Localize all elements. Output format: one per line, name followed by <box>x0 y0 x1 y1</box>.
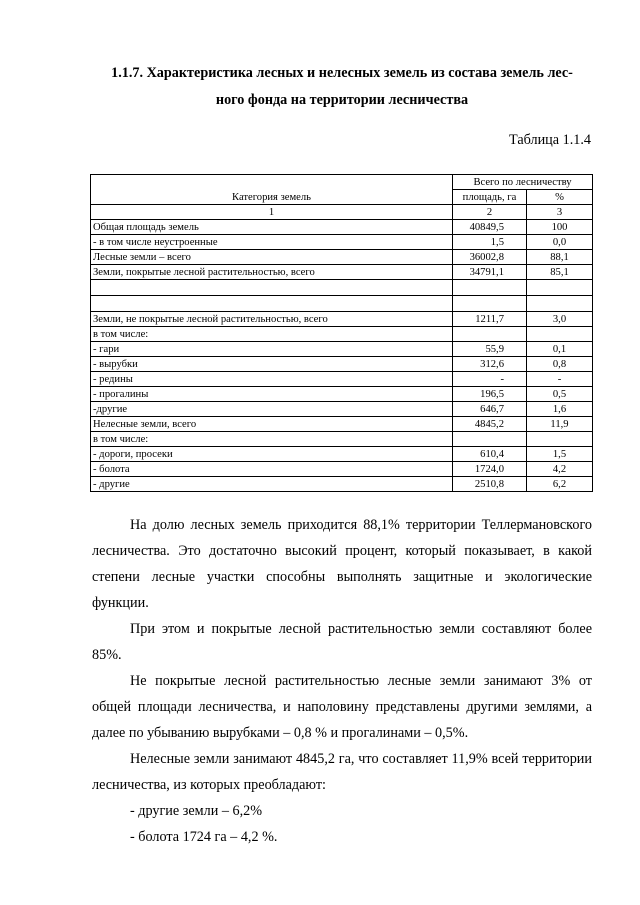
table-row <box>91 387 593 402</box>
header-category: Категория земель <box>91 175 453 205</box>
table-row <box>91 432 593 447</box>
paragraph-4: Нелесные земли занимают 4845,2 га, что составляет 11,9% всей территории лесничества, из которых преобладают: <box>92 751 592 793</box>
header-num-3: 3 <box>527 205 593 220</box>
table-row <box>91 372 593 387</box>
cell-category: Общая площадь земель <box>91 220 453 235</box>
cell-percent: 0,5 <box>527 387 593 402</box>
cell-category: - вырубки <box>91 357 453 372</box>
cell-area <box>453 327 527 342</box>
cell-category: - другие <box>91 477 453 492</box>
cell-category: - болота <box>91 462 453 477</box>
cell-percent: 88,1 <box>527 250 593 265</box>
table-row <box>91 402 593 417</box>
cell-area <box>453 432 527 447</box>
paragraph-2: При этом и покрытые лесной растительностью земли составляют более 85%. <box>92 621 592 663</box>
cell-category <box>91 296 453 312</box>
heading-line-2: ного фонда на территории лесничества <box>215 92 469 108</box>
cell-percent: 0,1 <box>527 342 593 357</box>
cell-percent: 0,8 <box>527 357 593 372</box>
cell-area: 1,5 <box>453 235 527 250</box>
cell-area: 2510,8 <box>453 477 527 492</box>
table-row <box>91 357 593 372</box>
table-row <box>91 462 593 477</box>
table-row <box>91 342 593 357</box>
table-row <box>91 417 593 432</box>
cell-percent: 1,5 <box>527 447 593 462</box>
cell-category: - дороги, просеки <box>91 447 453 462</box>
list-item-2: - болота 1724 га – 4,2 %. <box>130 829 278 845</box>
cell-percent: 6,2 <box>527 477 593 492</box>
table-row <box>91 265 593 280</box>
cell-percent: 11,9 <box>527 417 593 432</box>
cell-category <box>91 280 453 296</box>
cell-percent <box>527 280 593 296</box>
table-header-row <box>91 175 593 190</box>
cell-percent: 100 <box>527 220 593 235</box>
cell-area: 40849,5 <box>453 220 527 235</box>
table-row <box>91 327 593 342</box>
table-row <box>91 477 593 492</box>
cell-area: 312,6 <box>453 357 527 372</box>
cell-category: Лесные земли – всего <box>91 250 453 265</box>
header-percent: % <box>527 190 593 205</box>
cell-percent: 4,2 <box>527 462 593 477</box>
table-row <box>91 312 593 327</box>
cell-area: 55,9 <box>453 342 527 357</box>
header-group: Всего по лесничеству <box>453 175 593 190</box>
cell-category: - гари <box>91 342 453 357</box>
cell-area: 4845,2 <box>453 417 527 432</box>
header-num-1: 1 <box>91 205 453 220</box>
cell-category: Нелесные земли, всего <box>91 417 453 432</box>
cell-area: 196,5 <box>453 387 527 402</box>
cell-area: 646,7 <box>453 402 527 417</box>
cell-percent <box>527 432 593 447</box>
section-heading <box>92 60 592 114</box>
table-caption: Таблица 1.1.4 <box>509 132 591 148</box>
cell-area: - <box>453 372 527 387</box>
table-row <box>91 280 593 296</box>
table-number-row <box>91 205 593 220</box>
cell-percent <box>527 327 593 342</box>
cell-area: 34791,1 <box>453 265 527 280</box>
cell-percent: - <box>527 372 593 387</box>
land-category-table <box>90 174 593 492</box>
cell-category: Земли, не покрытые лесной растительностью, всего <box>91 312 453 327</box>
cell-area <box>453 280 527 296</box>
table-row <box>91 296 593 312</box>
cell-category: - редины <box>91 372 453 387</box>
heading-line-1: 1.1.7. Характеристика лесных и нелесных земель из состава земель лес- <box>111 65 573 81</box>
table-row <box>91 447 593 462</box>
cell-category: - в том числе неустроенные <box>91 235 453 250</box>
header-area: площадь, га <box>453 190 527 205</box>
cell-percent: 85,1 <box>527 265 593 280</box>
cell-category: -другие <box>91 402 453 417</box>
list-item-1: - другие земли – 6,2% <box>130 803 263 819</box>
paragraph-3: Не покрытые лесной растительностью лесные земли занимают 3% от общей площади лесничества, и наполовину представлены другими землями, а далее по убыванию вырубками – 0,8 % и прогалинами – 0,5%. <box>92 673 592 741</box>
header-num-2: 2 <box>453 205 527 220</box>
table-row <box>91 220 593 235</box>
cell-area: 610,4 <box>453 447 527 462</box>
cell-percent: 1,6 <box>527 402 593 417</box>
cell-area: 36002,8 <box>453 250 527 265</box>
cell-percent <box>527 296 593 312</box>
table-row <box>91 250 593 265</box>
cell-category: в том числе: <box>91 327 453 342</box>
cell-percent: 3,0 <box>527 312 593 327</box>
cell-category: в том числе: <box>91 432 453 447</box>
cell-area: 1724,0 <box>453 462 527 477</box>
cell-category: - прогалины <box>91 387 453 402</box>
cell-area: 1211,7 <box>453 312 527 327</box>
cell-area <box>453 296 527 312</box>
cell-category: Земли, покрытые лесной растительностью, всего <box>91 265 453 280</box>
paragraph-1: На долю лесных земель приходится 88,1% территории Теллермановского лесничества. Это достаточно высокий процент, который показывает, в какой степени лесные участки способны выполнять защитные и экологические функции. <box>92 517 592 611</box>
cell-percent: 0,0 <box>527 235 593 250</box>
table-row <box>91 235 593 250</box>
